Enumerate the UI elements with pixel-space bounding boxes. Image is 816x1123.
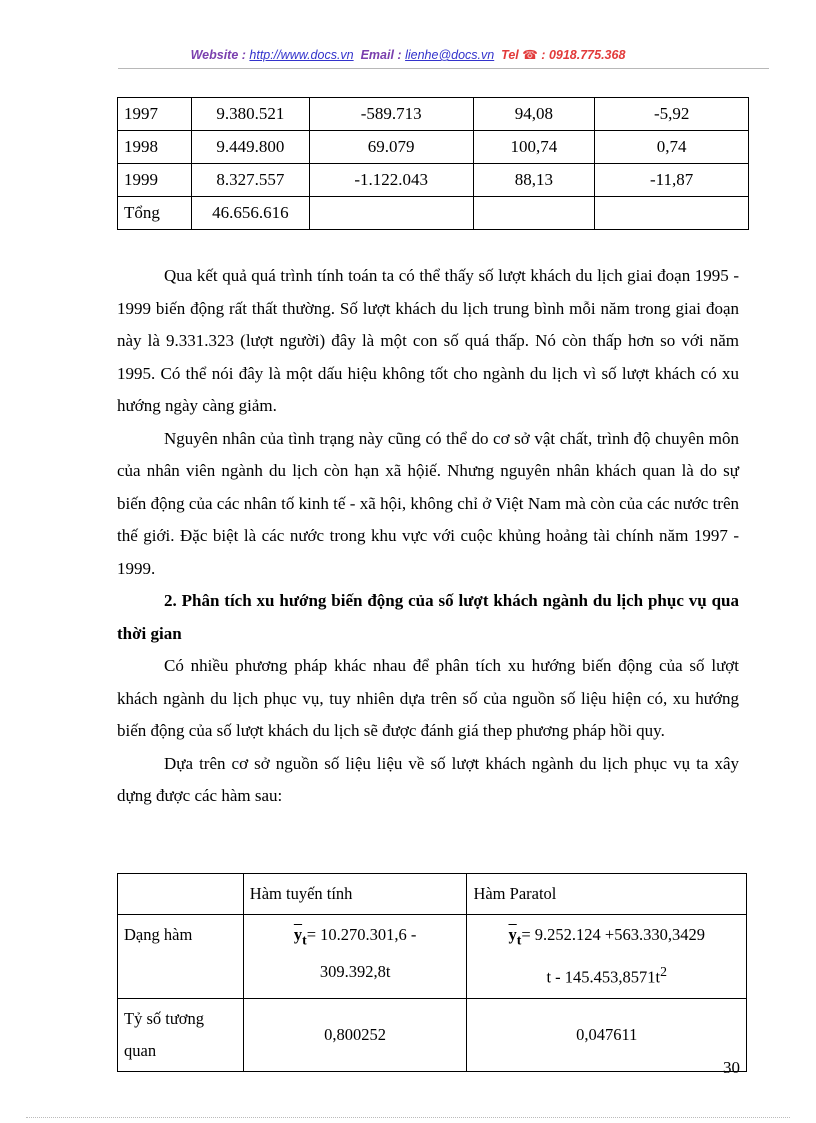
paragraph: Dựa trên cơ sở nguồn số liệu liệu về số lượt khách ngành du lịch phục vụ ta xây dựng được các hàm sau: bbox=[117, 753, 739, 805]
table-cell: -589.713 bbox=[309, 98, 473, 131]
table-row bbox=[118, 131, 749, 164]
tourism-data-table bbox=[117, 97, 749, 230]
paragraph: Qua kết quả quá trình tính toán ta có thể thấy số lượt khách du lịch giai đoạn 1995 - 1999 biến động rất thất thường. Số lượt khách du lịch trung bình mỗi năm trong giai đoạn này là 9.331.323 (lượt người) đây là một con số quá thấp. Nó còn thấp hơn so với năm 1995. Có thể nói đây là một dấu hiệu không tốt cho ngành du lịch vì số lượt khách có xu hướng ngày càng giảm. bbox=[117, 266, 739, 415]
table-cell: 1999 bbox=[118, 164, 192, 197]
y-bar-symbol: $\overline{y}_t$ bbox=[293, 925, 307, 948]
table-row bbox=[118, 998, 747, 1071]
table-cell: 100,74 bbox=[473, 131, 595, 164]
formula-text: = 9.252.124 +563.330,3429 bbox=[521, 925, 705, 944]
table-header-cell: Hàm tuyến tính bbox=[243, 874, 467, 915]
email-label: Email bbox=[360, 48, 394, 62]
table-row bbox=[118, 164, 749, 197]
website-label: Website : bbox=[190, 48, 246, 62]
table-cell bbox=[309, 197, 473, 230]
table-cell bbox=[118, 874, 244, 915]
table-cell: 0,74 bbox=[595, 131, 749, 164]
tel-value: 0918.775.368 bbox=[548, 48, 626, 62]
table-cell: 1997 bbox=[118, 98, 192, 131]
page-header bbox=[0, 47, 816, 62]
paragraph: Có nhiều phương pháp khác nhau để phân tích xu hướng biến động của số lượt khách ngành du lịch phục vụ, tuy nhiên dựa trên số của nguồn số liệu hiện có, xu hướng biến động của số lượt khách du lịch sẽ được đánh giá thep phương pháp hồi quy. bbox=[117, 656, 739, 740]
table-cell: 69.079 bbox=[309, 131, 473, 164]
tel-label: Tel ☎ : bbox=[501, 48, 546, 62]
parabola-formula-cell bbox=[467, 915, 747, 999]
website-link[interactable]: http://www.docs.vn bbox=[249, 48, 354, 62]
regression-table bbox=[117, 873, 747, 1072]
table-cell: -5,92 bbox=[595, 98, 749, 131]
table-cell: 46.656.616 bbox=[191, 197, 309, 230]
footer-divider bbox=[26, 1117, 790, 1118]
exponent: 2 bbox=[660, 964, 667, 980]
table-cell bbox=[595, 197, 749, 230]
table-cell: 0,800252 bbox=[243, 998, 467, 1071]
table-row bbox=[118, 915, 747, 999]
table-row bbox=[118, 874, 747, 915]
table-cell: -11,87 bbox=[595, 164, 749, 197]
table-row bbox=[118, 197, 749, 230]
table-cell: 9.380.521 bbox=[191, 98, 309, 131]
paragraph: Nguyên nhân của tình trạng này cũng có thể do cơ sở vật chất, trình độ chuyên môn của nhân viên ngành du lịch còn hạn xã hộiế. Nhưng nguyên nhân khách quan là do sự biến động của các nhân tố kinh tế - xã hội, không chỉ ở Việt Nam mà còn của các nước trên thế giới. Đặc biệt là các nước trong khu vực với cuộc khủng hoảng tài chính năm 1997 - 1999. bbox=[117, 428, 739, 578]
table-cell: 8.327.557 bbox=[191, 164, 309, 197]
table-cell: 88,13 bbox=[473, 164, 595, 197]
table-cell: 94,08 bbox=[473, 98, 595, 131]
formula-text: 309.392,8t bbox=[319, 962, 391, 982]
formula-text: = 10.270.301,6 - bbox=[306, 925, 417, 944]
y-bar-symbol: $\overline{y}_t$ bbox=[508, 925, 522, 948]
table-cell: 1998 bbox=[118, 131, 192, 164]
email-separator: : bbox=[397, 48, 402, 62]
row-label: Tỷ số tương quan bbox=[118, 998, 244, 1071]
document-body bbox=[117, 260, 739, 813]
section-heading: 2. Phân tích xu hướng biến động của số lượt khách ngành du lịch phục vụ qua thời gian bbox=[117, 591, 739, 643]
table-header-cell: Hàm Paratol bbox=[467, 874, 747, 915]
table-cell: 9.449.800 bbox=[191, 131, 309, 164]
table-row bbox=[118, 98, 749, 131]
row-label: Dạng hàm bbox=[118, 915, 244, 999]
table-cell bbox=[473, 197, 595, 230]
table-cell: 0,047611 bbox=[467, 998, 747, 1071]
linear-formula-cell bbox=[243, 915, 467, 999]
header-divider bbox=[118, 68, 769, 69]
table-cell: Tổng bbox=[118, 197, 192, 230]
page-number: 30 bbox=[723, 1058, 740, 1077]
formula-text: t - 145.453,8571t bbox=[546, 967, 661, 987]
email-link[interactable]: lienhe@docs.vn bbox=[405, 48, 495, 62]
table-cell: -1.122.043 bbox=[309, 164, 473, 197]
